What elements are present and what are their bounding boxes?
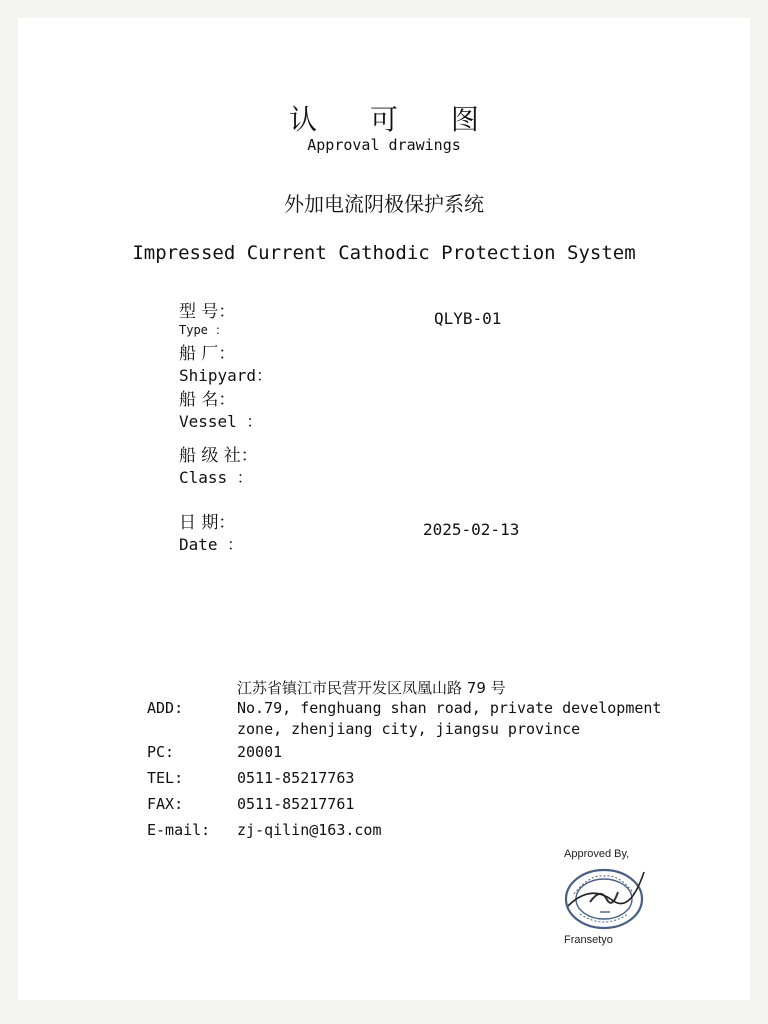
subtitle-chinese: 外加电流阴极保护系统 xyxy=(284,192,484,216)
document-page xyxy=(18,18,750,1000)
address-line-1: No.79, fenghuang shan road, private development xyxy=(237,699,662,717)
address-chinese: 江苏省镇江市民营开发区凤凰山路 79 号 xyxy=(237,679,506,697)
title-chinese: 认 可 图 xyxy=(289,103,501,136)
date-label-en: Date ： xyxy=(179,535,244,554)
subtitle-english: Impressed Current Cathodic Protection System xyxy=(132,242,636,264)
tel-value: 0511-85217763 xyxy=(237,769,355,787)
email-label: E-mail: xyxy=(147,821,211,839)
fax-value: 0511-85217761 xyxy=(237,795,355,813)
vessel-label-cn: 船 名： xyxy=(179,390,236,410)
signer-name: Fransetyo xyxy=(564,934,613,946)
date-label-cn: 日 期： xyxy=(179,513,236,533)
tel-label: TEL: xyxy=(147,769,184,787)
postcode-value: 20001 xyxy=(237,743,283,761)
class-label-cn: 船 级 社： xyxy=(179,446,258,466)
company-stamp-seal xyxy=(560,864,650,936)
approved-by-label: Approved By, xyxy=(564,848,630,860)
fax-label: FAX: xyxy=(147,795,184,813)
title-english: Approval drawings xyxy=(307,136,461,154)
date-value: 2025-02-13 xyxy=(423,520,520,539)
vessel-label-en: Vessel ： xyxy=(179,412,263,431)
type-value: QLYB-01 xyxy=(434,309,502,328)
type-label-en: Type ： xyxy=(179,323,228,337)
address-line-2: zone, zhenjiang city, jiangsu province xyxy=(237,720,581,738)
address-label: ADD: xyxy=(147,699,184,717)
shipyard-label-en: Shipyard： xyxy=(179,366,273,385)
postcode-label: PC: xyxy=(147,743,175,761)
type-label-cn: 型 号： xyxy=(179,302,236,322)
email-value: zj-qilin@163.com xyxy=(237,821,382,839)
class-label-en: Class ： xyxy=(179,468,253,487)
shipyard-label-cn: 船 厂： xyxy=(179,344,236,364)
